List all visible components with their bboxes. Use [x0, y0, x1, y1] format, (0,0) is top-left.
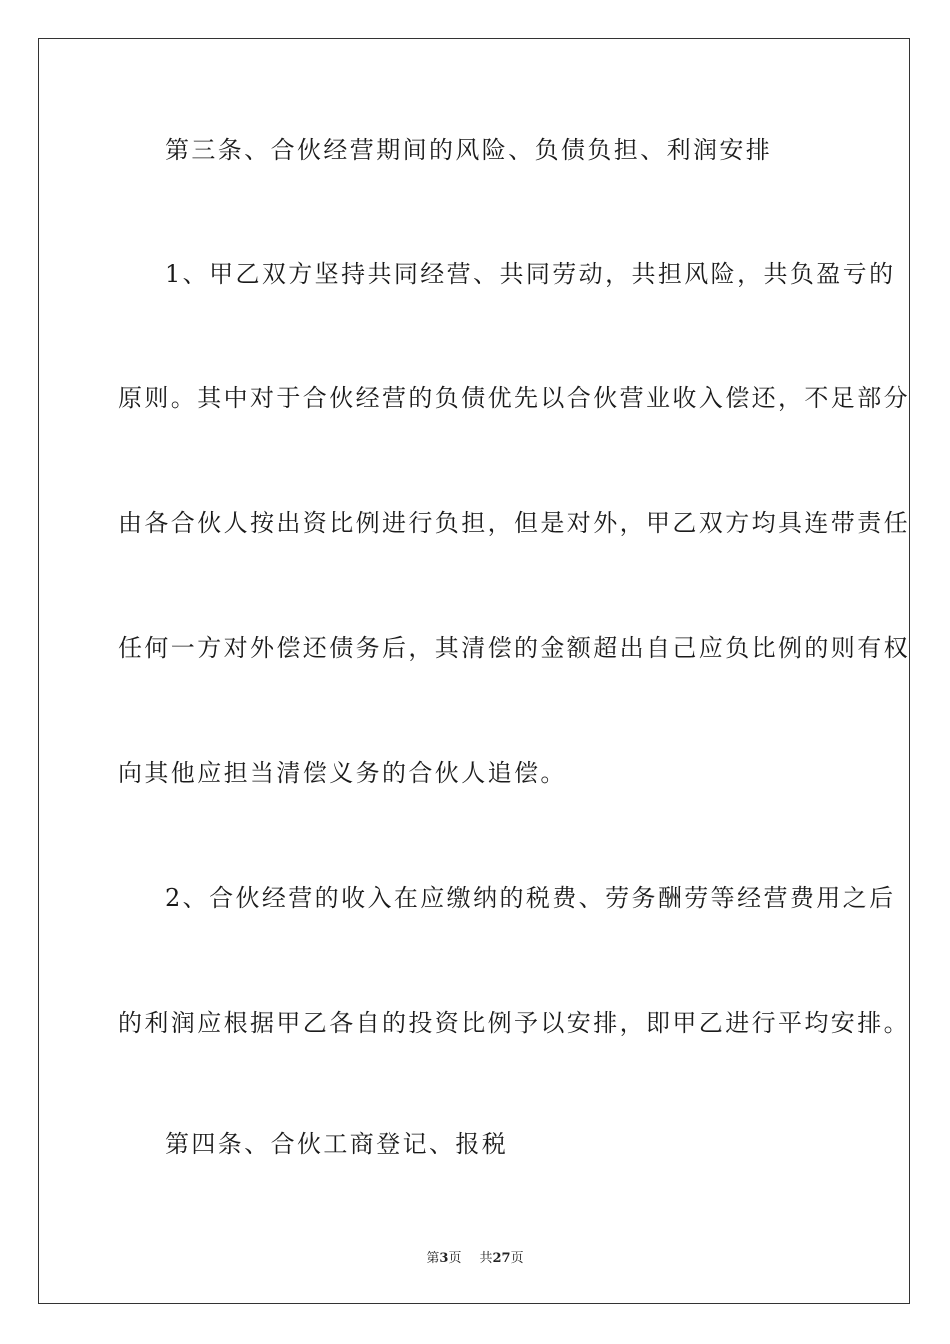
- total-suffix: 页: [510, 1251, 524, 1266]
- paragraph-line: 的利润应根据甲乙各自的投资比例予以安排，即甲乙进行平均安排。: [118, 1009, 910, 1037]
- paragraph-line: 向其他应担当清偿义务的合伙人追偿。: [118, 759, 567, 787]
- article-3-heading: 第三条、合伙经营期间的风险、负债负担、利润安排: [165, 136, 773, 164]
- total-prefix: 共: [479, 1251, 493, 1266]
- paragraph-line: 由各合伙人按出资比例进行负担，但是对外，甲乙双方均具连带责任: [118, 509, 910, 537]
- paragraph-line: 2、合伙经营的收入在应缴纳的税费、劳务酬劳等经营费用之后: [165, 884, 896, 912]
- paragraph-line: 任何一方对外偿还债务后，其清偿的金额超出自己应负比例的则有权: [118, 634, 910, 662]
- paragraph-line: 原则。其中对于合伙经营的负债优先以合伙营业收入偿还，不足部分: [118, 384, 910, 412]
- page-border: [38, 38, 910, 1304]
- page-prefix: 第: [426, 1251, 440, 1266]
- page-number: 3: [439, 1251, 449, 1266]
- article-4-heading: 第四条、合伙工商登记、报税: [165, 1130, 509, 1158]
- paragraph-line: 1、甲乙双方坚持共同经营、共同劳动，共担风险，共负盈亏的: [165, 260, 896, 288]
- total-pages: 27: [492, 1251, 511, 1266]
- page-suffix: 页: [448, 1251, 462, 1266]
- page-footer: [0, 1247, 950, 1266]
